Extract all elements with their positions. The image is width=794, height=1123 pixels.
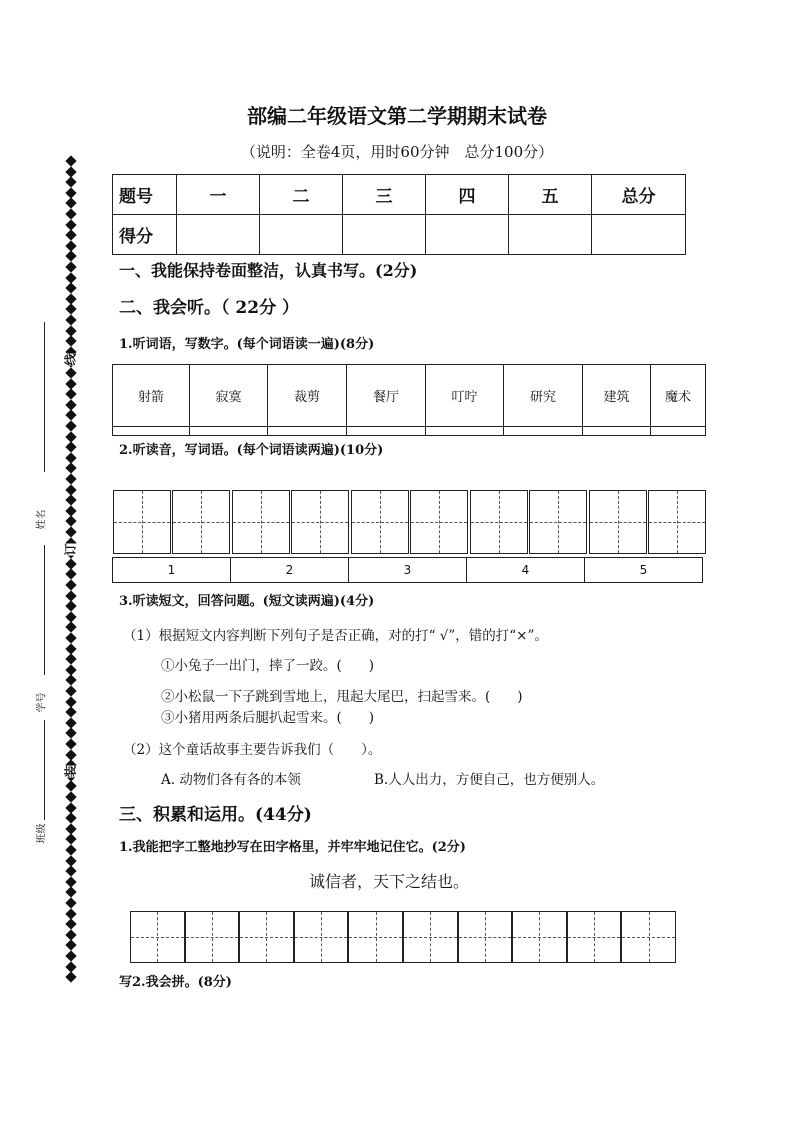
score-input-cell[interactable]	[592, 215, 686, 255]
page-title: 部编二年级语文第二学期期末试卷	[247, 104, 547, 128]
word-answer-row	[113, 427, 706, 436]
diamond-border-mark	[65, 367, 76, 378]
diamond-border-mark	[65, 972, 76, 983]
copy-grid	[130, 911, 676, 963]
tianzige-cell[interactable]	[232, 490, 290, 554]
tianzige-cell[interactable]	[529, 490, 587, 554]
class-label: 班级	[36, 823, 48, 844]
question-2-2: 2.听读音，写词语。(每个词语读两遍)(10分)	[119, 443, 384, 458]
tianzige-cell[interactable]	[351, 490, 409, 554]
tianzige-cell[interactable]	[294, 911, 349, 963]
word-answer-cell[interactable]	[190, 427, 268, 436]
dictation-number: 1	[113, 558, 231, 583]
statement-3[interactable]: ③小猪用两条后腿扒起雪来。( )	[161, 710, 375, 726]
name-label: 姓名	[36, 509, 48, 530]
word-cell: 餐厅	[347, 365, 426, 427]
word-cell: 魔术	[651, 365, 706, 427]
dictation-grid	[113, 490, 706, 554]
tianzige-cell[interactable]	[567, 911, 622, 963]
score-input-cell[interactable]	[177, 215, 260, 255]
diamond-border-mark	[65, 495, 76, 506]
diamond-border-mark	[65, 738, 76, 749]
diamond-border-mark	[65, 897, 76, 908]
tianzige-cell[interactable]	[348, 911, 403, 963]
diamond-border-mark	[65, 230, 76, 241]
diamond-border-mark	[65, 473, 76, 484]
diamond-border-mark	[65, 632, 76, 643]
tianzige-cell[interactable]	[512, 911, 567, 963]
binding-mark-line: 线	[61, 353, 80, 365]
word-table	[112, 364, 706, 436]
word-answer-cell[interactable]	[504, 427, 583, 436]
name-line	[44, 322, 45, 472]
score-input-cell[interactable]	[260, 215, 343, 255]
word-cell: 寂寞	[190, 365, 268, 427]
score-header-cell: 总分	[592, 175, 686, 215]
word-cell: 研究	[504, 365, 583, 427]
tianzige-cell[interactable]	[621, 911, 676, 963]
tianzige-cell[interactable]	[470, 490, 528, 554]
tianzige-cell[interactable]	[172, 490, 230, 554]
exam-note: （说明：全卷4页，用时60分钟 总分100分）	[240, 143, 554, 161]
tianzige-cell[interactable]	[239, 911, 294, 963]
dictation-number-row	[112, 557, 703, 583]
student-id-label: 学号	[36, 692, 48, 713]
option-a[interactable]: A. 动物们各有各的本领	[161, 772, 301, 788]
word-cell: 裁剪	[268, 365, 347, 427]
diamond-border-mark	[65, 813, 76, 824]
dictation-number: 2	[231, 558, 349, 583]
score-header-cell: 二	[260, 175, 343, 215]
tianzige-cell[interactable]	[648, 490, 706, 554]
diamond-border-mark	[65, 526, 76, 537]
diamond-border-mark	[65, 601, 76, 612]
score-row	[113, 215, 686, 255]
dictation-number: 5	[585, 558, 703, 583]
copy-sentence: 诚信者，天下之结也。	[309, 872, 470, 891]
diamond-border-mark	[65, 707, 76, 718]
word-answer-cell[interactable]	[583, 427, 651, 436]
question-3-2: 写2.我会拼。(8分)	[119, 975, 232, 990]
diamond-border-mark	[65, 177, 76, 188]
diamond-border-mark	[65, 579, 76, 590]
dictation-number: 3	[349, 558, 467, 583]
diamond-border-mark	[65, 866, 76, 877]
section-3-heading: 三、积累和运用。(44分)	[119, 805, 312, 825]
word-answer-cell[interactable]	[268, 427, 347, 436]
score-row-label: 得分	[113, 215, 177, 255]
diamond-border-mark	[65, 261, 76, 272]
question-2-3-2: （2）这个童话故事主要告诉我们（ ）。	[123, 742, 382, 758]
diamond-border-mark	[65, 442, 76, 453]
score-input-cell[interactable]	[343, 215, 426, 255]
statement-1[interactable]: ①小兔子一出门，摔了一跤。( )	[161, 658, 375, 674]
statement-2[interactable]: ②小松鼠一下子跳到雪地上，甩起大尾巴，扫起雪来。( )	[161, 689, 523, 705]
student-id-line	[44, 545, 45, 675]
word-answer-cell[interactable]	[651, 427, 706, 436]
diamond-border-mark	[65, 791, 76, 802]
diamond-border-mark	[65, 336, 76, 347]
diamond-border-mark	[65, 283, 76, 294]
diamond-border-mark	[65, 389, 76, 400]
score-table	[112, 174, 686, 255]
score-header-cell: 五	[509, 175, 592, 215]
tianzige-cell[interactable]	[185, 911, 240, 963]
tianzige-cell[interactable]	[458, 911, 513, 963]
diamond-border-mark	[65, 950, 76, 961]
tianzige-cell[interactable]	[410, 490, 468, 554]
diamond-border-mark	[65, 314, 76, 325]
word-row	[113, 365, 706, 427]
diamond-border-mark	[65, 844, 76, 855]
diamond-border-mark	[65, 654, 76, 665]
score-header-cell: 一	[177, 175, 260, 215]
score-header-row	[113, 175, 686, 215]
dictation-number: 4	[467, 558, 585, 583]
score-input-cell[interactable]	[509, 215, 592, 255]
question-2-3: 3.听读短文，回答问题。(短文读两遍)(4分)	[119, 594, 375, 609]
diamond-border-mark	[65, 420, 76, 431]
question-2-1: 1.听词语，写数字。(每个词语读一遍)(8分)	[119, 337, 375, 352]
score-header-cell: 题号	[113, 175, 177, 215]
score-header-cell: 四	[426, 175, 509, 215]
word-answer-cell[interactable]	[426, 427, 504, 436]
binding-mark-bind: 装	[61, 765, 80, 777]
word-cell: 叮咛	[426, 365, 504, 427]
class-line	[44, 720, 45, 820]
diamond-border-mark	[65, 208, 76, 219]
binding-mark-staple: 订	[61, 543, 80, 555]
option-b[interactable]: B.人人出力，方便自己，也方便别人。	[374, 772, 605, 788]
diamond-border-mark	[65, 685, 76, 696]
word-answer-cell[interactable]	[347, 427, 426, 436]
tianzige-cell[interactable]	[589, 490, 647, 554]
word-answer-cell[interactable]	[113, 427, 190, 436]
tianzige-cell[interactable]	[130, 911, 185, 963]
section-2-heading: 二、我会听。（ 22分 ）	[119, 298, 299, 318]
section-1-heading: 一、我能保持卷面整洁，认真书写。(2分)	[119, 261, 418, 280]
score-header-cell: 三	[343, 175, 426, 215]
score-input-cell[interactable]	[426, 215, 509, 255]
diamond-border-mark	[65, 919, 76, 930]
question-2-3-1: （1）根据短文内容判断下列句子是否正确，对的打“ √”，错的打“×”。	[123, 628, 548, 644]
question-3-1: 1.我能把字工整地抄写在田字格里，并牢牢地记住它。(2分)	[119, 840, 466, 855]
word-cell: 射箭	[113, 365, 190, 427]
tianzige-cell[interactable]	[291, 490, 349, 554]
word-cell: 建筑	[583, 365, 651, 427]
tianzige-cell[interactable]	[403, 911, 458, 963]
tianzige-cell[interactable]	[113, 490, 171, 554]
